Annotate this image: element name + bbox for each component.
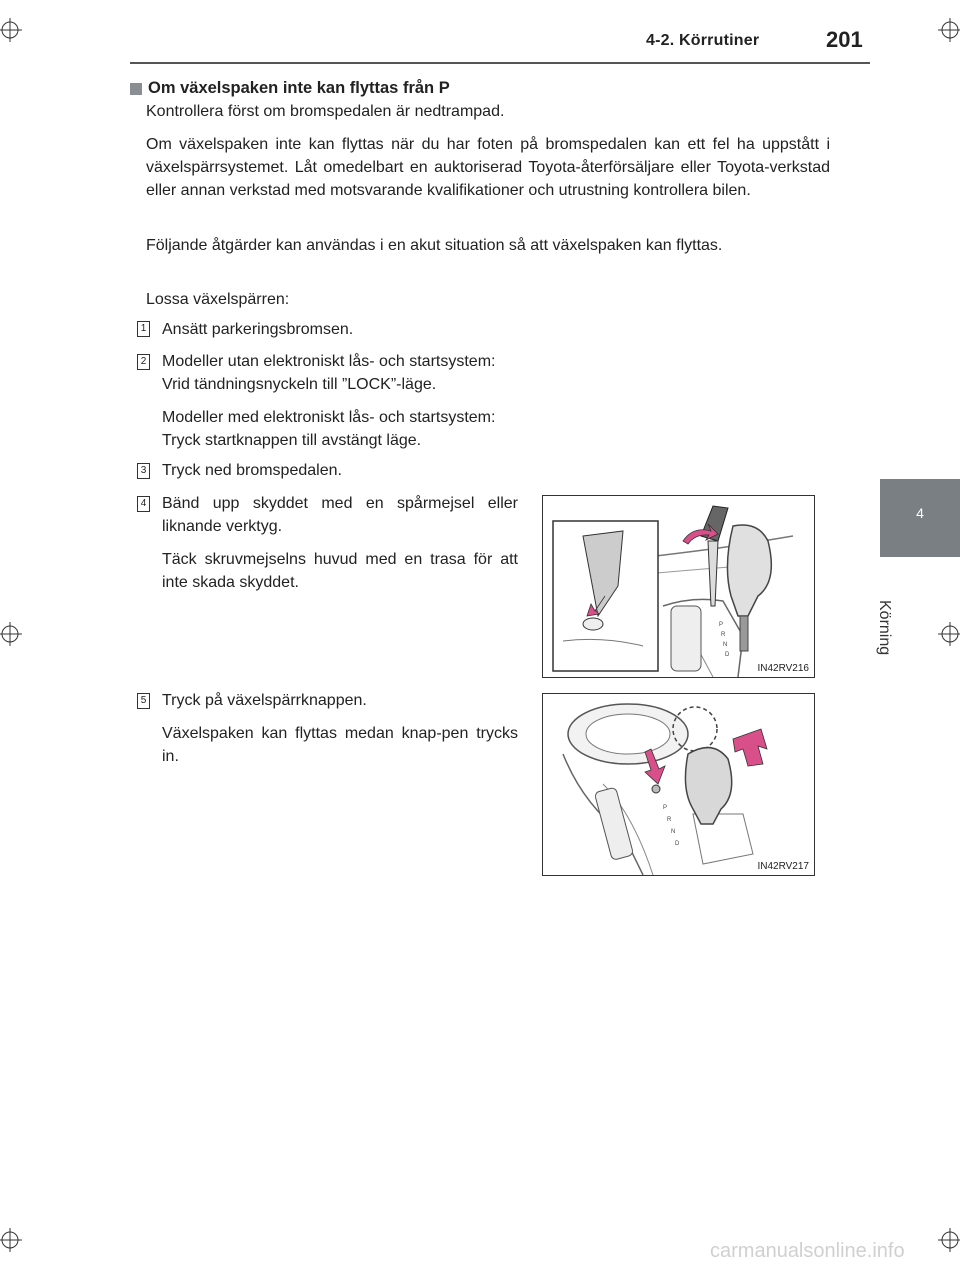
step-note: Täck skruvmejselns huvud med en trasa för att inte skada skyddet. xyxy=(162,551,518,591)
svg-text:R: R xyxy=(667,817,672,823)
figure-code: IN42RV217 xyxy=(757,861,809,872)
svg-text:N: N xyxy=(671,829,676,835)
step-text: Vrid tändningsnyckeln till ”LOCK”-läge. xyxy=(162,376,437,393)
step-note: Växelspaken kan flyttas medan knap-pen trycks in. xyxy=(162,725,518,765)
page-number: 201 xyxy=(826,27,863,52)
step-number: 1 xyxy=(137,321,150,337)
svg-text:D: D xyxy=(725,652,730,658)
step-number: 3 xyxy=(137,463,150,479)
svg-text:R: R xyxy=(721,632,726,638)
registration-mark-icon xyxy=(938,18,960,42)
step-number: 5 xyxy=(137,693,150,709)
heading-square-icon xyxy=(130,83,142,95)
heading-text: Om växelspaken inte kan flyttas från P xyxy=(148,79,450,97)
step-text: Tryck ned bromspedalen. xyxy=(162,462,342,479)
step-text: Modeller med elektroniskt lås- och startsystem: xyxy=(162,409,496,426)
paragraph: Om växelspaken inte kan flyttas när du har foten på bromspedalen kan ett fel ha uppstått i växelspärrsystemet. Låt omedelbart en auktoriserad Toyota-återförsäljare eller Toyota-verkstad eller annan verkstad med motsvarande kvalifikationer och utrustning kontrollera bilen. xyxy=(146,136,830,199)
paragraph: Lossa växelspärren: xyxy=(146,291,290,308)
paragraph: Kontrollera först om bromspedalen är nedtrampad. xyxy=(146,103,505,120)
step-number: 2 xyxy=(137,354,150,370)
svg-text:D: D xyxy=(675,841,680,847)
watermark-text: carmanualsonline.info xyxy=(710,1240,905,1262)
registration-mark-icon xyxy=(0,622,22,646)
step-text: Tryck på växelspärrknappen. xyxy=(162,692,367,709)
section-heading xyxy=(130,79,450,98)
shift-lock-illustration xyxy=(543,694,814,875)
step-number: 4 xyxy=(137,496,150,512)
svg-text:P: P xyxy=(663,805,668,811)
figure-code: IN42RV216 xyxy=(757,663,809,674)
step-text: Ansätt parkeringsbromsen. xyxy=(162,321,354,338)
chapter-label: Körning xyxy=(876,600,893,656)
svg-text:N: N xyxy=(723,642,728,648)
section-title: 4-2. Körrutiner xyxy=(646,32,760,49)
header-divider xyxy=(130,62,870,64)
screwdriver-illustration xyxy=(543,496,814,677)
figure-shift-lock xyxy=(542,693,815,876)
chapter-number: 4 xyxy=(916,505,924,521)
figure-screwdriver xyxy=(542,495,815,678)
step-text: Bänd upp skyddet med en spårmejsel eller liknande verktyg. xyxy=(162,495,518,535)
registration-mark-icon xyxy=(938,1228,960,1252)
registration-mark-icon xyxy=(0,18,22,42)
step-text: Tryck startknappen till avstängt läge. xyxy=(162,432,422,449)
paragraph: Följande åtgärder kan användas i en akut situation så att växelspaken kan flyttas. xyxy=(146,237,723,254)
svg-text:P: P xyxy=(719,622,724,628)
step-text: Modeller utan elektroniskt lås- och startsystem: xyxy=(162,353,496,370)
registration-mark-icon xyxy=(938,622,960,646)
registration-mark-icon xyxy=(0,1228,22,1252)
